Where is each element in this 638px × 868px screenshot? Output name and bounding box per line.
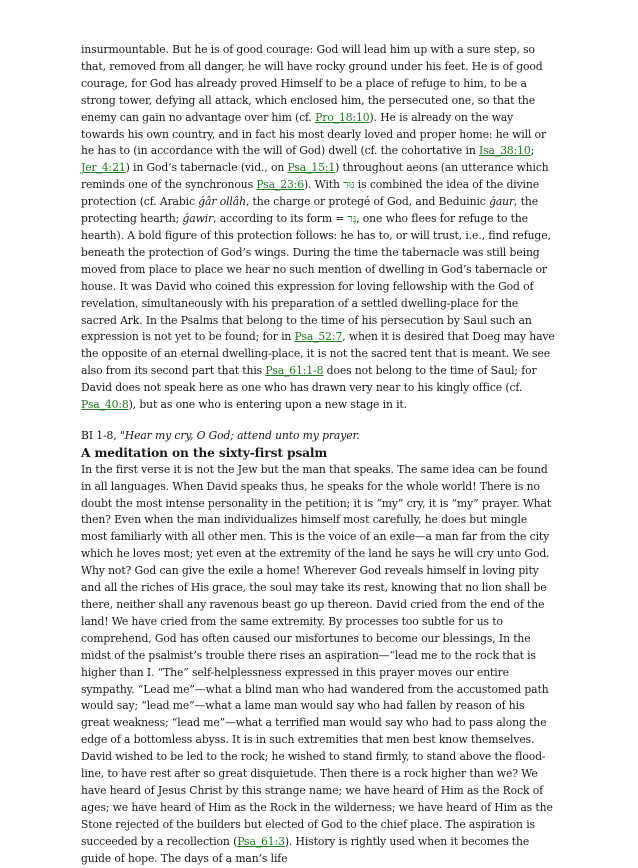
text-run: does not belong to the time of Saul; for David does not speak here as one who has drawn very near to his kingly office (cf. <box>81 364 537 395</box>
arabic-term: ǵawir <box>182 212 214 226</box>
verse-quote: Hear my cry, O God; attend unto my prayer. <box>124 428 360 442</box>
scripture-link-isa-38-10[interactable]: Isa_38:10 <box>478 144 531 158</box>
text-run: ; <box>530 144 535 158</box>
arabic-term: ǵaur <box>489 195 515 209</box>
scripture-link-jer-4-21[interactable]: Jer_4:21 <box>81 161 126 175</box>
text-run: ). With <box>303 178 344 192</box>
arabic-term: ǵâr ollâh <box>198 195 246 209</box>
scripture-link-psa-52-7[interactable]: Psa_52:7 <box>294 330 343 344</box>
text-run: , the charge or protegé of God, and Beduinic <box>245 195 490 209</box>
text-run: In the first verse it is not the Jew but the man that speaks. The same idea can be found in all languages. When David speaks thus, he speaks for the whole world! There is no doubt the most intense personality in the petition; it is “my” cry, it is “my” prayer. What then? Even when the man individualizes himself most carefully, he does but mingle most familiarly with all other men. This is the voice of an exile—a man far from the city which he loves most; yet even at the extremity of the land he says he will cry unto God. Why not? God can give the exile a home! Wherever God reveals himself in loving pity and all the riches of His grace, the soul may take its rest, knowing that no lion shall be there, neither shall any ravenous beast go up thereon. David cried from the end of the land! We have cried from the same extremity. By processes too subtle for us to comprehend, God has often caused our misfortunes to become our blessings, In the midst of the psalmist’s trouble there rises an aspiration—“lead me to the rock that is higher than I. “The” self-helplessness expressed in this prayer moves our entire sympathy. “Lead me”—what a blind man who had wandered from the accustomed path would say; “lead me”—what a lame man would say who had fallen by reason of his great weakness; “lead me”—what a terrified man would say who had to pass along the edge of a bottomless abyss. It is in such extremities that men best know themselves. David wished to be led to the rock; he wished to stand firmly, to stand above the flood-line, to have rest after so great disquietude. Then there is a rock higher than we? We have heard of Jesus Christ by this strange name; we have heard of Him as the Rock of ages; we have heard of Him as the Rock in the wilderness; we have heard of Him as the Stone rejected of the builders but elected of God to the chief place. The aspiration is succeeded by a recollection ( <box>81 462 553 848</box>
hebrew-word: גָּר <box>347 212 357 226</box>
text-run: , according to its form = <box>213 212 348 226</box>
bi-prefix: BI 1-8, " <box>81 428 125 442</box>
text-run: ). History is rightly used when it becomes the guide of hope. The days of a man’s life <box>81 834 530 865</box>
text-run: , when it is desired that Doeg may have the opposite of an eternal dwelling-place, it is not the sacred tent that is meant. We see also from its second part that this <box>81 330 555 378</box>
section-heading: A meditation on the sixty-first psalm <box>81 445 328 460</box>
text-run: ). He is already on the way towards his own country, and in fact his most dearly loved and proper home: he will or he has to (in accordance with the will of God) dwell (cf. the cohortative in <box>81 110 546 158</box>
text-run: , one who flees for refuge to the hearth). A bold figure of this protection follows: he has to, or will trust, i.e., find refuge, beneath the protection of God’s wings. During the time the tabernacle was still being moved from place to place we hear no such mention of dwelling in God’s tabernacle or house. It was David who coined this expression for loving fellowship with the God of revelation, simultaneously with his preparation of a settled dwelling-place for the sacred Ark. In the Psalms that belong to the time of his persecution by Saul such an expression is not yet to be found; for in <box>81 212 551 344</box>
document-page <box>81 42 555 868</box>
bi-verse-line <box>81 428 555 445</box>
scripture-link-psa-61-1-8[interactable]: Psa_61:1-8 <box>265 364 324 378</box>
commentary-paragraph <box>81 42 555 414</box>
text-run: ) in God’s tabernacle (vid., on <box>125 161 288 175</box>
text-run: is combined the idea of the divine protection (cf. Arabic <box>81 178 539 209</box>
text-run: , the protecting hearth; <box>81 195 538 226</box>
scripture-link-psa-61-3[interactable]: Psa_61:3 <box>237 834 285 848</box>
paragraph-gap <box>81 414 555 428</box>
scripture-link-psa-15-1[interactable]: Psa_15:1 <box>287 161 336 175</box>
scripture-link-psa-23-6[interactable]: Psa_23:6 <box>256 178 304 192</box>
hebrew-word: גּוּר <box>343 178 355 192</box>
text-run: insurmountable. But he is of good courage: God will lead him up with a sure step, so that, removed from all danger, he will have rocky ground under his feet. He is of good courage, for God has already proved Himself to be a place of refuge to him, to be a strong tower, defying all attack, which enclosed him, the persecuted one, so that the enemy can gain no advantage over him (cf. <box>81 43 543 124</box>
scripture-link-pro-18-10[interactable]: Pro_18:10 <box>315 110 370 124</box>
meditation-paragraph <box>81 462 555 868</box>
scripture-link-psa-40-8[interactable]: Psa_40:8 <box>81 398 129 412</box>
text-run: ), but as one who is entering upon a new stage in it. <box>128 398 407 412</box>
text-run: ) throughout aeons (an utterance which reminds one of the synchronous <box>81 161 549 192</box>
